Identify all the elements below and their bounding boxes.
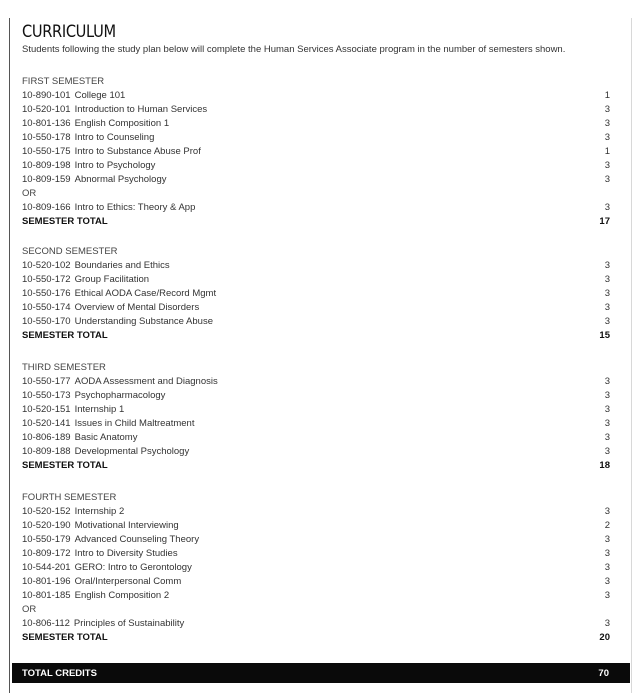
course-code: 10-550-173 <box>22 390 71 401</box>
course-credits: 3 <box>604 118 610 129</box>
semester-total-row <box>22 215 610 229</box>
course-row <box>22 159 610 173</box>
course-title: College 101 <box>74 90 126 101</box>
course-code: 10-550-178 <box>22 132 71 143</box>
course-row <box>22 173 610 187</box>
course-credits: 3 <box>604 202 610 213</box>
course-credits: 3 <box>604 274 610 285</box>
course-row-alternative <box>22 617 610 631</box>
course-code: 10-550-174 <box>22 302 71 313</box>
course-credits: 3 <box>604 288 610 299</box>
course-credits: 3 <box>604 376 610 387</box>
course-row <box>22 561 610 575</box>
semester-1 <box>22 75 610 229</box>
course-credits: 3 <box>604 316 610 327</box>
course-code: 10-801-196 <box>22 576 71 587</box>
course-row <box>22 301 610 315</box>
course-code: 10-809-198 <box>22 160 71 171</box>
total-credits-value: 70 <box>598 667 609 679</box>
course-title: Overview of Mental Disorders <box>74 302 200 313</box>
course-title: Abnormal Psychology <box>74 174 167 185</box>
course-code: 10-550-176 <box>22 288 71 299</box>
course-code: 10-520-141 <box>22 418 71 429</box>
course-code: 10-550-170 <box>22 316 71 327</box>
course-title: Principles of Sustainability <box>73 618 185 629</box>
course-row-alternative <box>22 201 610 215</box>
semester-4 <box>22 491 610 645</box>
semester-2 <box>22 245 610 343</box>
course-row <box>22 315 610 329</box>
course-code: 10-520-102 <box>22 260 71 271</box>
course-code: 10-809-159 <box>22 174 71 185</box>
course-credits: 3 <box>604 432 610 443</box>
course-title: English Composition 1 <box>74 118 170 129</box>
semester-total-value: 18 <box>599 460 610 471</box>
course-title: Intro to Psychology <box>74 160 156 171</box>
course-credits: 3 <box>604 418 610 429</box>
course-row <box>22 589 610 603</box>
course-row <box>22 519 610 533</box>
course-title: Issues in Child Maltreatment <box>74 418 195 429</box>
course-title: Motivational Interviewing <box>74 520 179 531</box>
semester-total-label: SEMESTER TOTAL <box>22 216 108 227</box>
course-code: 10-550-179 <box>22 534 71 545</box>
course-credits: 2 <box>604 520 610 531</box>
course-row <box>22 445 610 459</box>
page-title: CURRICULUM <box>22 22 116 42</box>
course-row <box>22 89 610 103</box>
course-code: 10-520-152 <box>22 506 71 517</box>
course-title: Intro to Substance Abuse Prof <box>74 146 201 157</box>
course-row <box>22 103 610 117</box>
course-row <box>22 273 610 287</box>
semester-total-label: SEMESTER TOTAL <box>22 632 108 643</box>
course-title: Understanding Substance Abuse <box>74 316 213 327</box>
course-code: 10-801-185 <box>22 590 71 601</box>
course-code: 10-544-201 <box>22 562 71 573</box>
course-title: Internship 1 <box>74 404 125 415</box>
course-title: Introduction to Human Services <box>74 104 208 115</box>
or-label: OR <box>22 188 37 199</box>
course-credits: 3 <box>604 534 610 545</box>
course-title: Intro to Counseling <box>74 132 155 143</box>
course-row <box>22 505 610 519</box>
semester-heading: THIRD SEMESTER <box>22 362 106 373</box>
course-row <box>22 389 610 403</box>
course-credits: 3 <box>604 404 610 415</box>
course-code: 10-550-175 <box>22 146 71 157</box>
course-credits: 3 <box>604 174 610 185</box>
course-row <box>22 287 610 301</box>
course-title: Oral/Interpersonal Comm <box>74 576 182 587</box>
course-row <box>22 117 610 131</box>
course-row <box>22 431 610 445</box>
course-title: Internship 2 <box>74 506 125 517</box>
course-title: Developmental Psychology <box>74 446 190 457</box>
semester-3 <box>22 361 610 473</box>
course-code: 10-806-189 <box>22 432 71 443</box>
course-credits: 3 <box>604 160 610 171</box>
course-title: Intro to Diversity Studies <box>74 548 178 559</box>
course-row <box>22 533 610 547</box>
course-title: Boundaries and Ethics <box>74 260 170 271</box>
course-row <box>22 131 610 145</box>
course-code: 10-550-177 <box>22 376 71 387</box>
course-title: English Composition 2 <box>74 590 170 601</box>
course-code: 10-550-172 <box>22 274 71 285</box>
course-credits: 3 <box>604 132 610 143</box>
course-credits: 3 <box>604 302 610 313</box>
course-code: 10-806-112 <box>22 618 70 629</box>
course-code: 10-809-172 <box>22 548 71 559</box>
course-title: Group Facilitation <box>74 274 150 285</box>
course-code: 10-809-166 <box>22 202 71 213</box>
course-credits: 3 <box>604 260 610 271</box>
course-credits: 3 <box>604 446 610 457</box>
course-code: 10-520-101 <box>22 104 71 115</box>
course-title: Intro to Ethics: Theory & App <box>74 202 196 213</box>
course-credits: 3 <box>604 390 610 401</box>
total-credits-label: TOTAL CREDITS <box>22 667 97 679</box>
intro-text: Students following the study plan below will complete the Human Services Associate program in the number of semesters shown. <box>22 44 566 55</box>
semester-heading: FOURTH SEMESTER <box>22 492 117 503</box>
semester-heading: SECOND SEMESTER <box>22 246 118 257</box>
course-title: AODA Assessment and Diagnosis <box>74 376 218 387</box>
total-credits-bar <box>12 663 630 683</box>
course-title: Advanced Counseling Theory <box>74 534 200 545</box>
course-code: 10-890-101 <box>22 90 71 101</box>
course-credits: 1 <box>604 146 610 157</box>
course-code: 10-520-151 <box>22 404 71 415</box>
course-row <box>22 375 610 389</box>
semester-total-row <box>22 329 610 343</box>
course-row <box>22 575 610 589</box>
semester-total-label: SEMESTER TOTAL <box>22 460 108 471</box>
course-title: GERO: Intro to Gerontology <box>74 562 192 573</box>
semester-total-value: 15 <box>599 330 610 341</box>
course-title: Ethical AODA Case/Record Mgmt <box>74 288 217 299</box>
course-row <box>22 403 610 417</box>
course-credits: 3 <box>604 618 610 629</box>
course-code: 10-809-188 <box>22 446 71 457</box>
course-row <box>22 547 610 561</box>
course-credits: 3 <box>604 104 610 115</box>
course-credits: 3 <box>604 562 610 573</box>
curriculum-page <box>9 18 632 693</box>
course-row <box>22 259 610 273</box>
semester-heading: FIRST SEMESTER <box>22 76 105 87</box>
or-label: OR <box>22 604 37 615</box>
semester-total-label: SEMESTER TOTAL <box>22 330 108 341</box>
course-code: 10-520-190 <box>22 520 71 531</box>
course-credits: 3 <box>604 576 610 587</box>
course-credits: 1 <box>604 90 610 101</box>
course-credits: 3 <box>604 548 610 559</box>
semester-total-row <box>22 459 610 473</box>
course-row <box>22 145 610 159</box>
course-credits: 3 <box>604 506 610 517</box>
course-credits: 3 <box>604 590 610 601</box>
course-title: Psychopharmacology <box>74 390 166 401</box>
semester-total-row <box>22 631 610 645</box>
course-code: 10-801-136 <box>22 118 71 129</box>
semester-total-value: 17 <box>599 216 610 227</box>
semester-total-value: 20 <box>599 632 610 643</box>
course-row <box>22 417 610 431</box>
course-title: Basic Anatomy <box>74 432 138 443</box>
